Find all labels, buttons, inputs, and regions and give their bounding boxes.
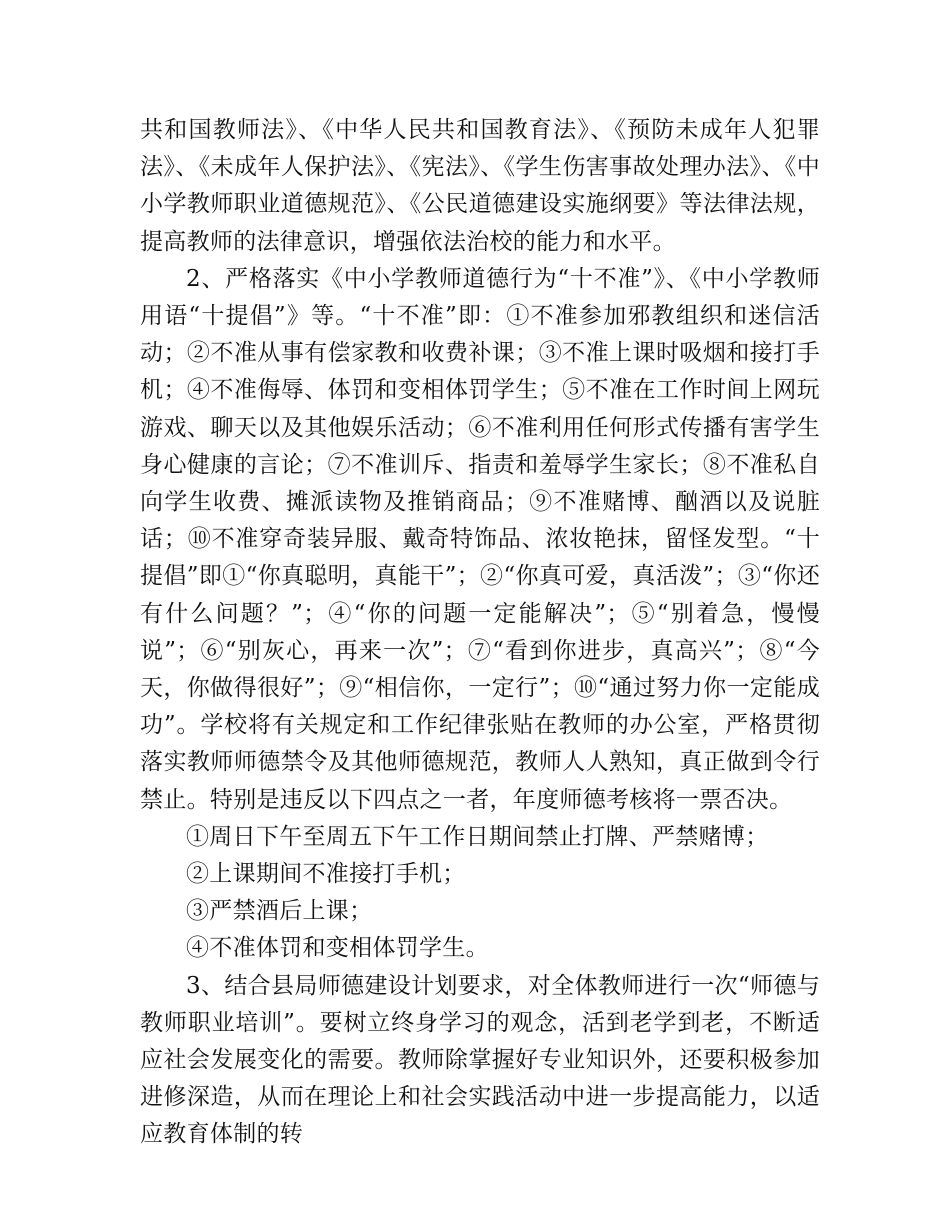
paragraph-law-list: 共和国教师法》、《中华人民共和国教育法》、《预防未成年人犯罪法》、《未成年人保护法》、《宪法》、《学生伤害事故处理办法》、《中小学教师职业道德规范》、《公民道德建设实施纲要》等法律法规，提高教师的法律意识，增强依法治校的能力和水平。	[140, 117, 820, 255]
paragraph-ten-rules: 2、严格落实《中小学教师道德行为“十不准”》、《中小学教师用语“十提倡”》等。“十不准”即：①不准参加邪教组织和迷信活动；②不准从事有偿家教和收费补课；③不准上课时吸烟和接打手机；④不准侮辱、体罚和变相体罚学生；⑤不准在工作时间上网玩游戏、聊天以及其他娱乐活动；⑥不准利用任何形式传播有害学生身心健康的言论；⑦不准训斥、指责和羞辱学生家长；⑧不准私自向学生收费、摊派读物及推销商品；⑨不准赌博、酗酒以及说脏话；⑩不准穿奇装异服、戴奇特饰品、浓妆艳抹，留怪发型。“十提倡”即①“你真聪明，真能干”；②“你真可爱，真活泼”；③“你还有什么问题？”；④“你的问题一定能解决”；⑤“别着急，慢慢说”；⑥“别灰心，再来一次”；⑦“看到你进步，真高兴”；⑧“今天，你做得很好”；⑨“相信你，一定行”；⑩“通过努力你一定能成功”。学校将有关规定和工作纪律张贴在教师的办公室，严格贯彻落实教师师德禁令及其他师德规范，教师人人熟知，真正做到令行禁止。特别是违反以下四点之一者，年度师德考核将一票否决。	[140, 265, 820, 813]
list-item-rule-4: ④不准体罚和变相体罚学生。	[186, 935, 489, 962]
document-body	[140, 112, 820, 1154]
paragraph-training: 3、结合县局师德建设计划要求，对全体教师进行一次“师德与教师职业培训”。要树立终身学习的观念，活到老学到老，不断适应社会发展变化的需要。教师除掌握好专业知识外，还要积极参加进修深造，从而在理论上和社会实践活动中进一步提高能力，以适应教育体制的转	[140, 972, 820, 1148]
list-item-rule-3: ③严禁酒后上课；	[186, 898, 373, 925]
list-item-rule-1: ①周日下午至周五下午工作日期间禁止打牌、严禁赌博；	[186, 823, 769, 850]
list-item-rule-2: ②上课期间不准接打手机；	[186, 861, 466, 888]
